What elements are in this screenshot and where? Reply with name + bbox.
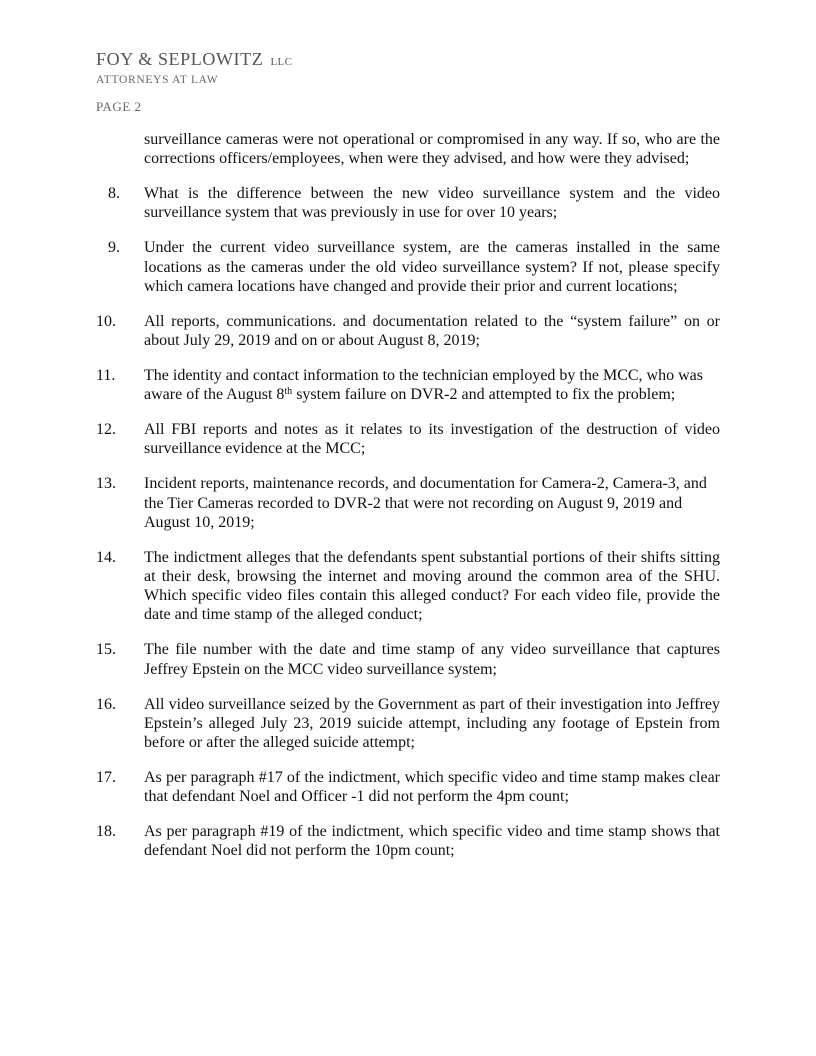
list-item-12 — [96, 420, 720, 458]
item-text: All FBI reports and notes as it relates to its investigation of the destruction of video surveillance evidence at the MCC; — [144, 421, 720, 458]
item-text: As per paragraph #17 of the indictment, which specific video and time stamp makes clear that defendant Noel and Officer -1 did not perform the 4pm count; — [144, 769, 720, 806]
item-text: Incident reports, maintenance records, and documentation for Camera-2, Camera-3, and the Tier Cameras recorded to DVR-2 that were not recording on August 9, 2019 and August 10, 2019; — [144, 475, 707, 531]
item-number: 16. — [96, 695, 116, 713]
list-item-8 — [96, 184, 720, 222]
ordinal-suffix: th — [284, 386, 293, 398]
list-item-11 — [96, 366, 720, 404]
item-number: 9. — [108, 239, 120, 257]
item-text: What is the difference between the new video surveillance system and the video surveillance system that was previously in use for over 10 years; — [144, 185, 720, 222]
item-text-after: system failure on DVR-2 and attempted to fix the problem; — [292, 386, 676, 404]
item-text — [144, 366, 720, 404]
item-number: 14. — [96, 548, 116, 566]
list-item-17 — [96, 768, 720, 806]
list-item-9 — [96, 238, 720, 296]
item-number: 17. — [96, 769, 116, 787]
page-number: PAGE 2 — [96, 99, 142, 114]
list-item-15 — [96, 640, 720, 678]
firm-subtitle: ATTORNEYS AT LAW — [96, 74, 219, 86]
item-text: As per paragraph #19 of the indictment, which specific video and time stamp shows that defendant Noel did not perform the 10pm count; — [144, 823, 720, 860]
list-item-16 — [96, 695, 720, 753]
item-number: 13. — [96, 475, 116, 493]
letterhead — [96, 49, 292, 87]
item-text: All reports, communications. and documentation related to the “system failure” on or about July 29, 2019 and on or about August 8, 2019; — [144, 312, 720, 350]
list-item-10 — [96, 312, 720, 350]
item-text: Under the current video surveillance system, are the cameras installed in the same locations as the cameras under the old video surveillance system? If not, please specify which camera locations have changed and provide their prior and current locations; — [144, 239, 720, 295]
item-text: All video surveillance seized by the Government as part of their investigation into Jeffrey Epstein’s alleged July 23, 2019 suicide attempt, including any footage of Epstein from before or after the alleged suicide attempt; — [144, 695, 720, 752]
firm-name-text: FOY & SEPLOWITZ — [96, 49, 264, 69]
item-number: 15. — [96, 641, 116, 659]
item-number: 18. — [96, 823, 116, 841]
list-item-14 — [96, 548, 728, 625]
firm-name — [96, 49, 292, 72]
item-number: 10. — [96, 312, 116, 330]
item-text: The file number with the date and time stamp of any video surveillance that captures Jeffrey Epstein on the MCC video surveillance system; — [144, 641, 720, 678]
item-number: 11. — [96, 367, 116, 385]
item-number: 12. — [96, 421, 116, 439]
item-text: The indictment alleges that the defendants spent substantial portions of their shifts sitting at their desk, browsing the internet and moving around the common area of the SHU. Which specific video files contain this alleged conduct? For each video file, provide the date and time stamp of the alleged conduct; — [144, 548, 728, 624]
continuation-paragraph: surveillance cameras were not operational or compromised in any way. If so, who are the corrections officers/employees, when were they advised, and how were they advised; — [144, 131, 720, 168]
firm-suffix: LLC — [270, 56, 293, 68]
item-text-before: The identity and contact information to the technician employed by the MCC, who was aware of the August 8 — [144, 367, 703, 404]
list-item-13 — [96, 474, 720, 532]
list-item-18 — [96, 822, 720, 860]
item-number: 8. — [108, 185, 120, 203]
document-body — [96, 130, 728, 861]
